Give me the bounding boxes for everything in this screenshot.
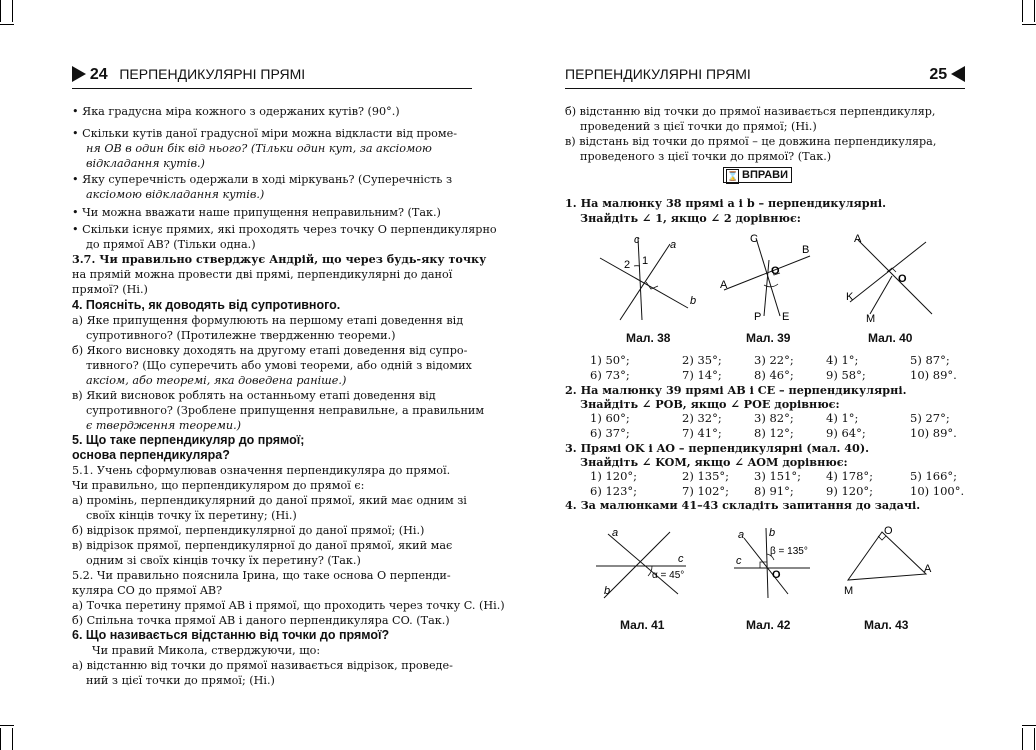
text-line: прямої? (Ні.): [72, 283, 148, 296]
text-line: б) відстанню від точки до прямої називається перпендикуляр,: [565, 105, 936, 118]
figure-caption: Мал. 43: [864, 618, 909, 632]
value-item: 10) 89°.: [910, 426, 957, 440]
value-item: 4) 1°;: [826, 411, 859, 425]
value-item: 2) 135°;: [682, 469, 730, 483]
label-alpha: α = 45°: [652, 570, 685, 581]
text-line: проведений з цієї точки до прямої; (Ні.): [580, 120, 817, 133]
figure-caption: Мал. 42: [746, 618, 791, 632]
value-item: 5) 87°;: [910, 353, 950, 367]
text-line: аксіом, або теоремі, яка доведена раніше.): [86, 374, 347, 387]
label-c: c: [678, 553, 684, 565]
value-item: 1) 50°;: [590, 353, 630, 367]
text-line: супротивного? (Зроблене припущення неправильне, а правильним: [86, 404, 485, 417]
value-item: 7) 41°;: [682, 426, 722, 440]
text-line: • Яка градусна міра кожного з одержаних кутів? (90°.): [72, 105, 400, 118]
text-line: проведеного з цієї точки до прямої? (Так.): [580, 150, 832, 163]
value-item: 7) 102°;: [682, 484, 730, 498]
label-b: b: [604, 585, 611, 597]
section-badge-label: ВПРАВИ: [742, 169, 789, 181]
text-line: 5.2. Чи правильно пояснила Ірина, що таке основа O перпенди-: [72, 569, 451, 582]
figure-caption: Мал. 40: [868, 331, 913, 345]
exercise-3-text: 3. Прямі OK і AO – перпендикулярні (мал. 40).: [565, 441, 870, 455]
text-line: відкладання кутів.): [86, 157, 205, 170]
value-item: 1) 120°;: [590, 469, 638, 483]
text-line: 6. Що називається відстанню від точки до прямої?: [72, 628, 390, 642]
label-a: a: [670, 239, 677, 251]
text-line: в) відстань від точки до прямої – це довжина перпендикуляра,: [565, 135, 937, 148]
label-O: O: [898, 273, 907, 285]
value-item: 9) 58°;: [826, 368, 866, 382]
text-line: Чи правий Микола, стверджуючи, що:: [92, 644, 321, 657]
figure-caption: Мал. 38: [626, 331, 671, 345]
text-line: основа перпендикуляра?: [72, 448, 230, 462]
text-line: до прямої AB? (Тільки одна.): [86, 238, 256, 251]
label-c: c: [736, 555, 742, 567]
figure-38: [590, 230, 700, 322]
text-line: ний з цієї точки до прямої; (Ні.): [86, 674, 275, 687]
running-title: ПЕРПЕНДИКУЛЯРНІ ПРЯМІ: [119, 66, 306, 82]
label-K: K: [846, 291, 854, 303]
exercise-2-question: Знайдіть ∠ POB, якщо ∠ POE дорівнює:: [580, 397, 840, 411]
line-ao: [858, 240, 932, 314]
label-P: P: [754, 311, 762, 322]
value-item: 6) 123°;: [590, 484, 638, 498]
line-c: [638, 238, 642, 320]
text-line: 5.1. Учень сформулював означення перпендикуляра до прямої.: [72, 464, 451, 477]
figure-caption: Мал. 39: [746, 331, 791, 345]
value-item: 10) 100°.: [910, 484, 965, 498]
text-line: б) Спільна точка прямої AB і даного перпендикуляра CO. (Так.): [72, 614, 450, 627]
label-c: c: [634, 234, 640, 246]
label-A: A: [720, 279, 728, 291]
text-line: а) Яке припущення формулюють на першому етапі доведення від: [72, 314, 464, 327]
label-A: A: [924, 563, 932, 575]
exercise-1-question: Знайдіть ∠ 1, якщо ∠ 2 дорівнює:: [580, 211, 801, 225]
text-line: 5. Що таке перпендикуляр до прямої;: [72, 433, 305, 447]
figure-41: [590, 522, 690, 604]
value-item: 6) 37°;: [590, 426, 630, 440]
label-angle-2: 2: [624, 259, 631, 271]
value-item: 10) 89°.: [910, 368, 957, 382]
triangle-marker-icon: [951, 66, 965, 82]
text-line: • Скільки існує прямих, які проходять через точку O перпендикулярно: [72, 223, 497, 236]
value-item: 3) 82°;: [754, 411, 794, 425]
text-line: супротивного? (Протилежне твердженню теореми.): [86, 329, 396, 342]
label-b: b: [690, 295, 697, 307]
figure-43: [838, 522, 948, 604]
text-line: • Скільки кутів даної градусної міри можна відкласти від проме-: [72, 127, 457, 140]
text-line: аксіомою відкладання кутів.): [86, 188, 265, 201]
text-line: а) відстанню від точки до прямої називається відрізок, проведе-: [72, 659, 453, 672]
text-line: своїх кінців точку їх перетину; (Ні.): [86, 509, 297, 522]
label-beta: β = 135°: [770, 546, 808, 557]
value-item: 1) 60°;: [590, 411, 630, 425]
value-item: 8) 12°;: [754, 426, 794, 440]
value-item: 5) 166°;: [910, 469, 958, 483]
exercise-4-text: 4. За малюнками 41–43 складіть запитання до задачі.: [565, 498, 921, 512]
label-b: b: [769, 527, 776, 539]
text-line: є твердження теореми.): [86, 419, 242, 432]
section-badge: [723, 167, 792, 183]
label-a: a: [738, 529, 745, 541]
text-line: в) відрізок прямої, перпендикулярної до даної прямої, який має: [72, 539, 453, 552]
value-item: 5) 27°;: [910, 411, 950, 425]
value-item: 3) 151°;: [754, 469, 802, 483]
value-item: 7) 14°;: [682, 368, 722, 382]
value-item: 2) 35°;: [682, 353, 722, 367]
label-M: M: [866, 313, 876, 322]
figure-caption: Мал. 41: [620, 618, 665, 632]
value-item: 8) 91°;: [754, 484, 794, 498]
value-item: 8) 46°;: [754, 368, 794, 382]
right-page: [518, 0, 1036, 750]
header-rule: [72, 88, 472, 89]
label-B: B: [802, 244, 810, 256]
text-line: б) Якого висновку доходять на другому етапі доведення від супро-: [72, 344, 468, 357]
value-item: 2) 32°;: [682, 411, 722, 425]
text-line: в) Який висновок роблять на останньому етапі доведення від: [72, 389, 436, 402]
text-line: а) Точка перетину прямої AB і прямої, що проходить через точку C. (Ні.): [72, 599, 505, 612]
line-ce: [756, 238, 780, 316]
text-line: одним зі своїх кінців точку їх перетину? (Так.): [86, 554, 361, 567]
triangle-marker-icon: [72, 66, 86, 82]
value-item: 9) 64°;: [826, 426, 866, 440]
page-number: 25: [929, 66, 948, 83]
label-E: E: [782, 311, 790, 322]
figure-39: [714, 230, 824, 322]
line-ok: [850, 242, 926, 302]
ray-op: [764, 260, 769, 316]
header-rule: [565, 88, 965, 89]
line-b: [766, 528, 768, 598]
exercise-2-text: 2. На малюнку 39 прямі AB і CE – перпендикулярні.: [565, 383, 907, 397]
value-item: 3) 22°;: [754, 353, 794, 367]
right-page-header: [565, 66, 965, 86]
label-O: O: [771, 265, 780, 277]
triangle: [848, 532, 926, 580]
text-line: ня OB в один бік від нього? (Тільки один кут, за аксіомою: [86, 142, 432, 155]
exercise-3-question: Знайдіть ∠ KOM, якщо ∠ AOM дорівнює:: [580, 455, 848, 469]
value-item: 9) 120°;: [826, 484, 874, 498]
label-A: A: [854, 233, 862, 245]
value-item: 6) 73°;: [590, 368, 630, 382]
figure-40: [838, 230, 948, 322]
line-a: [608, 534, 678, 594]
label-a: a: [612, 527, 619, 539]
value-item: 4) 178°;: [826, 469, 874, 483]
text-line: а) промінь, перпендикулярний до даної прямої, який має одним зі: [72, 494, 467, 507]
value-item: 4) 1°;: [826, 353, 859, 367]
text-line: Чи правильно, що перпендикуляром до прямої є:: [72, 479, 365, 492]
label-O: O: [884, 525, 893, 537]
text-line: • Чи можна вважати наше припущення неправильним? (Так.): [72, 206, 441, 219]
text-line: 3.7. Чи правильно стверджує Андрій, що через будь-яку точку: [72, 252, 487, 266]
exercise-1-text: 1. На малюнку 38 прямі a і b – перпендикулярні.: [565, 196, 886, 210]
hourglass-icon: ⌛: [726, 169, 739, 184]
ray-om: [870, 276, 892, 314]
text-line: на прямій можна провести дві прямі, перпендикулярні до даної: [72, 268, 453, 281]
figure-42: [714, 522, 824, 604]
label-M: M: [844, 585, 854, 597]
page-number: 24: [89, 66, 108, 83]
running-title: ПЕРПЕНДИКУЛЯРНІ ПРЯМІ: [565, 66, 751, 82]
line-b: [604, 532, 670, 598]
text-line: б) відрізок прямої, перпендикулярної до даної прямої; (Ні.): [72, 524, 425, 537]
text-line: • Яку суперечність одержали в ході міркувань? (Суперечність з: [72, 173, 453, 186]
label-C: C: [750, 233, 758, 245]
label-O: O: [772, 569, 781, 581]
text-line: 4. Поясніть, як доводять від супротивного.: [72, 298, 341, 312]
label-angle-1: 1: [642, 255, 649, 267]
text-line: куляра CO до прямої AB?: [72, 584, 223, 597]
left-page-header: [72, 66, 305, 86]
text-line: тивного? (Що суперечить або умові теореми, або одній з відомих: [86, 359, 472, 372]
